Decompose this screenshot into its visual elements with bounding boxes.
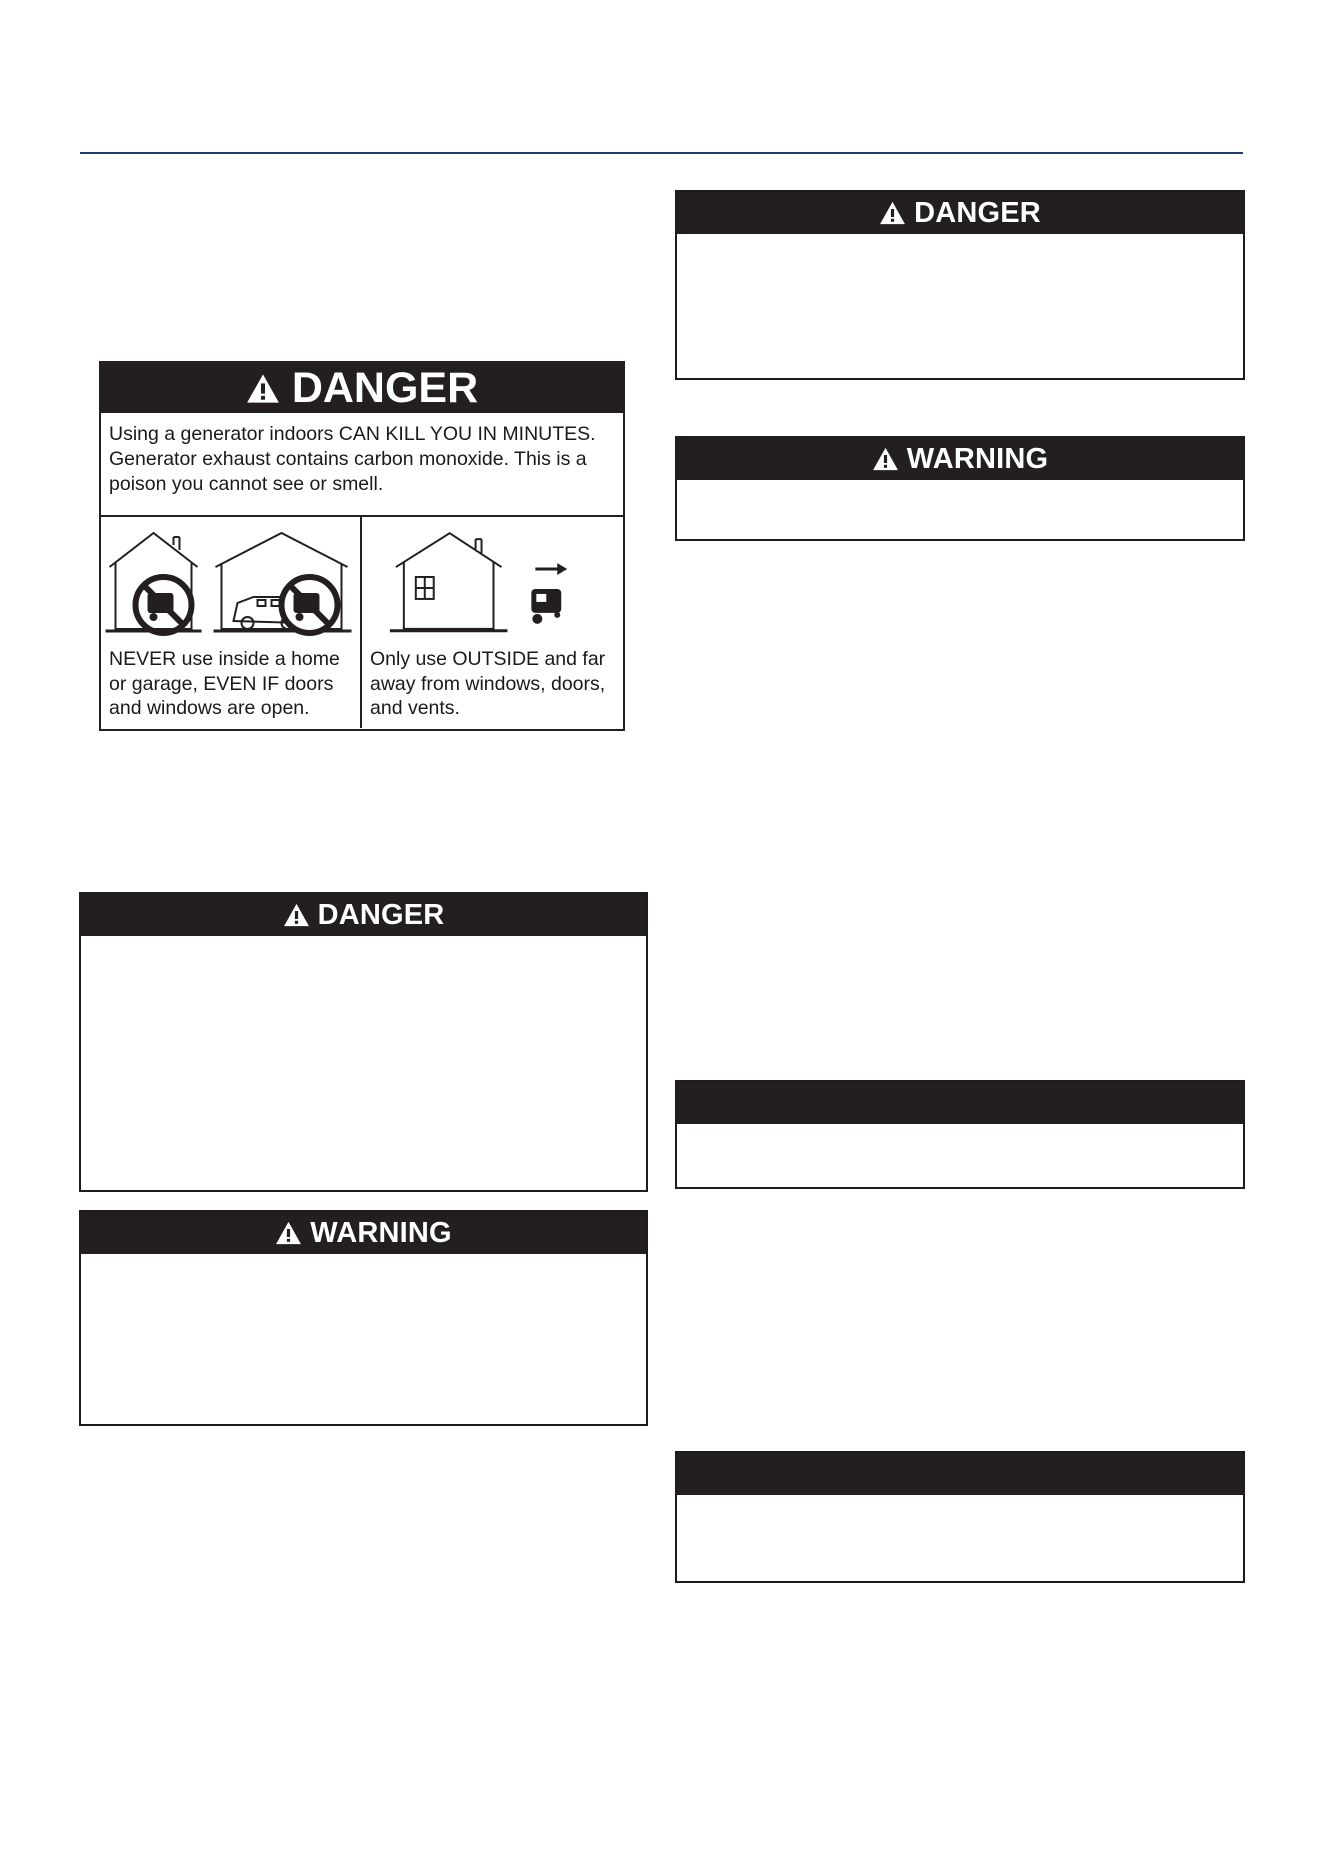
label-right-panel <box>362 517 623 728</box>
generator-icon <box>531 589 561 624</box>
carbon-monoxide-danger-label <box>99 361 625 731</box>
warning-box-right-body <box>677 480 1243 539</box>
warning-triangle-icon <box>872 447 899 471</box>
label-heading: DANGER <box>291 363 479 412</box>
label-left-panel <box>101 517 362 728</box>
warning-box-right-header <box>677 438 1243 480</box>
no-generator-indoors-icon <box>101 517 360 642</box>
notice-box-right-2-header <box>677 1453 1243 1495</box>
warning-box-left-body <box>81 1254 646 1424</box>
danger-box-right-body <box>677 234 1243 378</box>
danger-box-left-body <box>81 936 646 1190</box>
warning-box-right <box>675 436 1245 541</box>
danger-box-right-heading: DANGER <box>914 196 1041 229</box>
label-header <box>101 363 623 413</box>
warning-triangle-icon <box>283 903 310 927</box>
warning-box-left <box>79 1210 648 1426</box>
generator-outside-icon <box>362 517 623 642</box>
arrow-right-icon <box>535 563 567 575</box>
notice-box-right-1 <box>675 1080 1245 1189</box>
warning-triangle-icon <box>246 373 280 404</box>
danger-box-left-header <box>81 894 646 936</box>
warning-triangle-icon <box>275 1221 302 1245</box>
danger-box-right-header <box>677 192 1243 234</box>
notice-box-right-1-body <box>677 1124 1243 1187</box>
warning-box-left-heading: WARNING <box>310 1216 452 1249</box>
left-caption: NEVER use inside a home or garage, EVEN IF doors and windows are open. <box>109 648 340 719</box>
danger-box-right <box>675 190 1245 380</box>
warning-box-left-header <box>81 1212 646 1254</box>
danger-box-left <box>79 892 648 1192</box>
notice-box-right-2 <box>675 1451 1245 1583</box>
danger-box-left-heading: DANGER <box>317 898 445 931</box>
house-icon <box>390 533 508 631</box>
label-text: Using a generator indoors CAN KILL YOU IN MINUTES. Generator exhaust contains carbon monoxide. This is a poison you cannot see or smell. <box>101 413 623 517</box>
warning-box-right-heading: WARNING <box>906 442 1049 475</box>
notice-box-right-2-body <box>677 1495 1243 1581</box>
header-rule <box>80 152 1243 154</box>
warning-triangle-icon <box>879 201 906 225</box>
right-caption: Only use OUTSIDE and far away from windows, doors, and vents. <box>370 648 606 719</box>
notice-box-right-1-header <box>677 1082 1243 1124</box>
